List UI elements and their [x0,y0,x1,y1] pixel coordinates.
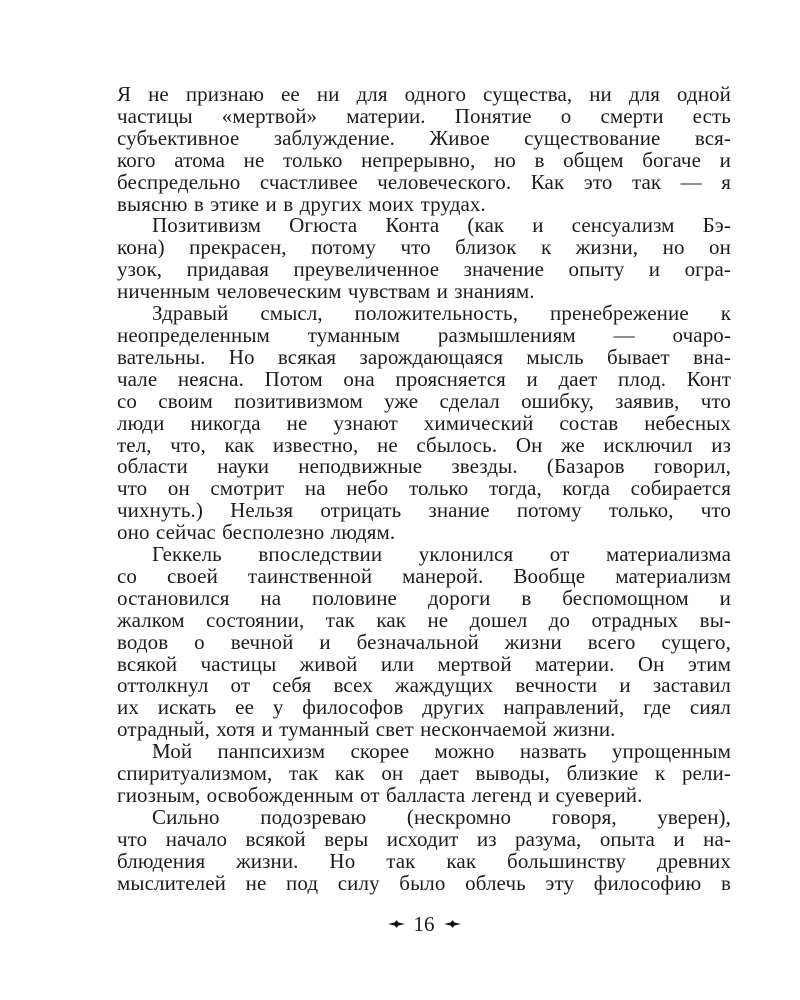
footer-ornament-right-icon [444,920,461,928]
page-text-block [117,84,731,895]
text-line: остановился на половине дороги в беспомощном и [117,585,731,610]
text-line: оттолкнул от себя всех жаждущих вечности и заставил [117,673,731,698]
text-line: Здравый смысл, положительность, пренебрежение к [152,301,731,326]
text-line: чихнуть.) Нельзя отрицать знание потому только, что [117,498,731,523]
text-line: Геккель впоследствии уклонился от материализма [152,542,731,567]
footer-ornament-left-icon [388,920,405,928]
text-line: частицы «мертвой» материи. Понятие о смерти есть [117,103,731,128]
text-line: мыслителей не под силу было облечь эту философию в [117,870,731,895]
text-line: узок, придавая преувеличенное значение опыту и огра- [117,257,731,282]
text-line: субъективное заблуждение. Живое существование вся- [117,125,731,150]
text-line: Я не признаю ее ни для одного существа, ни для одной [117,82,731,106]
text-line: выясню в этике и в других моих трудах. [117,191,486,216]
text-line: Позитивизм Огюста Конта (как и сенсуализм Бэ- [152,213,731,238]
text-line: кого атома не только непрерывно, но в общем богаче и [117,147,731,172]
text-line: гиозным, освобожденным от балласта легенд и суеверий. [117,783,643,807]
text-line: блюдения жизни. Но так как большинству древних [117,848,731,873]
text-line: кона) прекрасен, потому что близок к жизни, но он [117,235,731,260]
page-number: 16 [413,912,435,936]
text-line: тел, что, как известно, не сбылось. Он же исключил из [117,432,731,457]
text-line: всякой частицы живой или мертвой материи. Он этим [117,651,731,676]
text-line: беспредельно счастливее человеческого. Как это так — я [117,169,731,194]
text-line: оно сейчас бесполезно людям. [117,520,396,545]
text-line: неопределенным туманным размышлениям — очаро- [117,322,731,347]
text-line: жалком состоянии, так как не дошел до отрадных вы- [117,607,731,632]
text-line: водов о вечной и безначальной жизни всего сущего, [117,629,731,654]
text-line: люди никогда не узнают химический состав небесных [117,410,731,435]
text-line: спиритуализмом, так как он дает выводы, близкие к рели- [117,761,731,786]
text-line: отрадный, хотя и туманный свет нескончаемой жизни. [117,717,616,742]
text-line: Мой панпсихизм скорее можно назвать упрощенным [152,739,731,764]
text-line: области науки неподвижные звезды. (Базаров говорил, [117,454,731,479]
text-line: ниченным человеческим чувствам и знаниям. [117,279,535,304]
text-line: вательны. Но всякая зарождающаяся мысль бывает вна- [117,344,731,369]
text-line: Сильно подозреваю (нескромно говоря, уверен), [152,804,731,829]
text-line: что он смотрит на небо только тогда, когда собирается [117,476,731,501]
text-line: что начало всякой веры исходит из разума, опыта и на- [117,826,731,851]
page-footer [117,913,731,935]
text-line: со своим позитивизмом уже сделал ошибку, заявив, что [117,388,731,413]
text-line: чале неясна. Потом она проясняется и дает плод. Конт [117,366,731,391]
text-line: со своей таинственной манерой. Вообще материализм [117,563,731,588]
text-line: их искать ее у философов других направлений, где сиял [117,695,731,720]
